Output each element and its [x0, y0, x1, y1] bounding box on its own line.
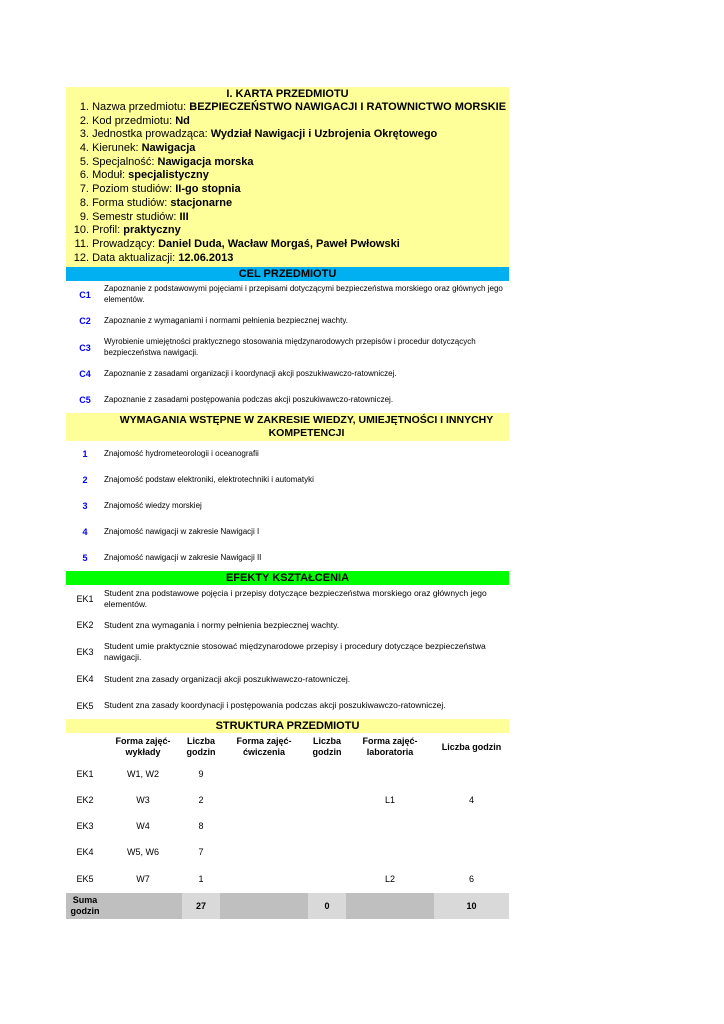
- struktura-cell: [346, 813, 434, 839]
- course-sheet: [66, 87, 509, 919]
- struktura-cell: [220, 839, 308, 865]
- karta-row: 11. Prowadzący: Daniel Duda, Wacław Morgaś, Paweł Pwłowski: [74, 237, 400, 250]
- struktura-header: Liczba godzin: [441, 741, 502, 752]
- struktura-cell: 7: [198, 847, 204, 858]
- karta-rows: [66, 101, 509, 265]
- efekty-item: EK1 Student zna podstawowe pojęcia i przepisy dotyczące bezpieczeństwa morskiego oraz głównych jego elementów.: [76, 587, 487, 609]
- struktura-cell: 8: [198, 821, 204, 832]
- efekty-item: EK3 Student umie praktycznie stosować międzynarodowe przepisy i procedury dotyczące bezpieczeństwa nawigacji.: [76, 641, 486, 663]
- wymagania-item: 5 Znajomość nawigacji w zakresie Nawigacji II: [82, 553, 262, 564]
- struktura-cell: W3: [136, 795, 150, 806]
- struktura-cell: [434, 761, 509, 787]
- struktura-cell: [220, 865, 308, 893]
- struktura-cell: [308, 761, 346, 787]
- struktura-cell: [346, 839, 434, 865]
- cel-item: C1 Zapoznanie z podstawowymi pojęciami i przepisami dotyczącymi bezpieczeństwa morskiego oraz głównych jego elementów.: [79, 284, 503, 304]
- karta-row: 2. Kod przedmiotu: Nd: [79, 114, 190, 127]
- struktura-cell: [308, 787, 346, 813]
- struktura-cell: W4: [136, 821, 150, 832]
- cel-item: C5 Zapoznanie z zasadami postępowania podczas akcji poszukiwawczo-ratowniczej.: [79, 395, 394, 406]
- struktura-cell: 4: [468, 795, 474, 806]
- karta-row: 1. Nazwa przedmiotu: BEZPIECZEŃSTWO NAWIGACJI I RATOWNICTWO MORSKIE: [79, 101, 507, 113]
- cel-list: [66, 281, 509, 413]
- karta-row: 12. Data aktualizacji: 12.06.2013: [73, 251, 234, 264]
- karta-row: 8. Forma studiów: stacjonarne: [79, 196, 233, 209]
- cel-item: C2 Zapoznanie z wymaganiami i normami pełnienia bezpiecznej wachty.: [79, 316, 348, 327]
- struktura-cell: [434, 813, 509, 839]
- struktura-cell: [308, 839, 346, 865]
- struktura-header: Forma zajęć-laboratoria: [362, 736, 418, 758]
- karta-row: 5. Specjalność: Nawigacja morska: [79, 155, 254, 168]
- sum-cell: [346, 893, 434, 919]
- struktura-header: Forma zajęć-ćwiczenia: [236, 736, 292, 758]
- efekty-item: EK4 Student zna zasady organizacji akcji poszukiwawczo-ratowniczej.: [76, 673, 351, 685]
- struktura-header: Liczba godzin: [186, 736, 216, 758]
- struktura-cell: [346, 761, 434, 787]
- wymagania-item: 4 Znajomość nawigacji w zakresie Nawigacji I: [82, 527, 260, 538]
- cel-item: C3 Wyrobienie umiejętności praktycznego stosowania międzynarodowych przepisów i procedur dotyczących bezpieczeństwa nawigacji.: [79, 337, 476, 357]
- struktura-header: Forma zajęć-wykłady: [115, 736, 171, 758]
- sum-cell: [104, 893, 182, 919]
- karta-title: I. KARTA PRZEDMIOTU: [226, 88, 349, 100]
- wymagania-list: [66, 441, 509, 571]
- struktura-cell: 1: [198, 874, 204, 885]
- struktura-cell: EK3: [76, 821, 94, 832]
- struktura-cell: 6: [468, 874, 474, 885]
- struktura-cell: [434, 839, 509, 865]
- struktura-cell: W7: [136, 874, 150, 885]
- struktura-cell: EK2: [76, 795, 94, 806]
- karta-row: 9. Semestr studiów: III: [79, 210, 189, 223]
- karta-section: [66, 87, 509, 267]
- karta-row: 6. Moduł: specjalistyczny: [79, 169, 209, 182]
- struktura-cell: [220, 761, 308, 787]
- wymagania-item: 1 Znajomość hydrometeorologii i oceanografii: [82, 449, 259, 460]
- struktura-cell: [308, 865, 346, 893]
- struktura-cell: [220, 787, 308, 813]
- wymagania-item: 2 Znajomość podstaw elektroniki, elektrotechniki i automatyki: [82, 475, 314, 486]
- struktura-cell: L1: [384, 795, 395, 806]
- struktura-table: [66, 733, 509, 893]
- efekty-item: EK2 Student zna wymagania i normy pełnienia bezpiecznej wachty.: [76, 619, 340, 631]
- karta-row: 3. Jednostka prowadząca: Wydział Nawigacji i Uzbrojenia Okrętowego: [79, 128, 438, 141]
- sum-cell: 27: [182, 893, 220, 919]
- efekty-title: EFEKTY KSZTAŁCENIA: [66, 571, 509, 585]
- sum-cell: [220, 893, 308, 919]
- struktura-cell: EK4: [76, 847, 94, 858]
- struktura-sum-row: [66, 893, 509, 919]
- struktura-cell: EK5: [76, 874, 94, 885]
- struktura-cell: W1, W2: [126, 769, 159, 780]
- karta-row: 7. Poziom studiów: II-go stopnia: [79, 183, 241, 196]
- struktura-cell: 2: [198, 795, 204, 806]
- karta-row: 4. Kierunek: Nawigacja: [79, 142, 196, 155]
- wymagania-item: 3 Znajomość wiedzy morskiej: [82, 501, 202, 512]
- struktura-cell: 9: [198, 769, 204, 780]
- struktura-title: STRUKTURA PRZEDMIOTU: [66, 719, 509, 733]
- struktura-cell: W5, W6: [126, 847, 159, 858]
- sum-cell: 0: [308, 893, 346, 919]
- struktura-cell: [308, 813, 346, 839]
- struktura-header: [66, 733, 104, 761]
- efekty-list: [66, 585, 509, 719]
- cel-title: CEL PRZEDMIOTU: [66, 267, 509, 281]
- struktura-header: Liczba godzin: [312, 736, 342, 758]
- efekty-item: EK5 Student zna zasady koordynacji i postępowania podczas akcji poszukiwawczo-ratowniczej.: [76, 700, 446, 711]
- struktura-cell: L2: [384, 874, 395, 885]
- wymagania-title: WYMAGANIA WSTĘPNE W ZAKRESIE WIEDZY, UMIEJĘTNOŚCI I INNYCHY KOMPETENCJI: [66, 413, 509, 441]
- karta-row: 10. Profil: praktyczny: [73, 224, 181, 237]
- cel-item: C4 Zapoznanie z zasadami organizacji i koordynacji akcji poszukiwawczo-ratowniczej.: [79, 369, 397, 380]
- struktura-cell: [220, 813, 308, 839]
- sum-cell: 10: [434, 893, 509, 919]
- sum-label: Suma godzin: [66, 893, 104, 919]
- struktura-cell: EK1: [76, 769, 94, 780]
